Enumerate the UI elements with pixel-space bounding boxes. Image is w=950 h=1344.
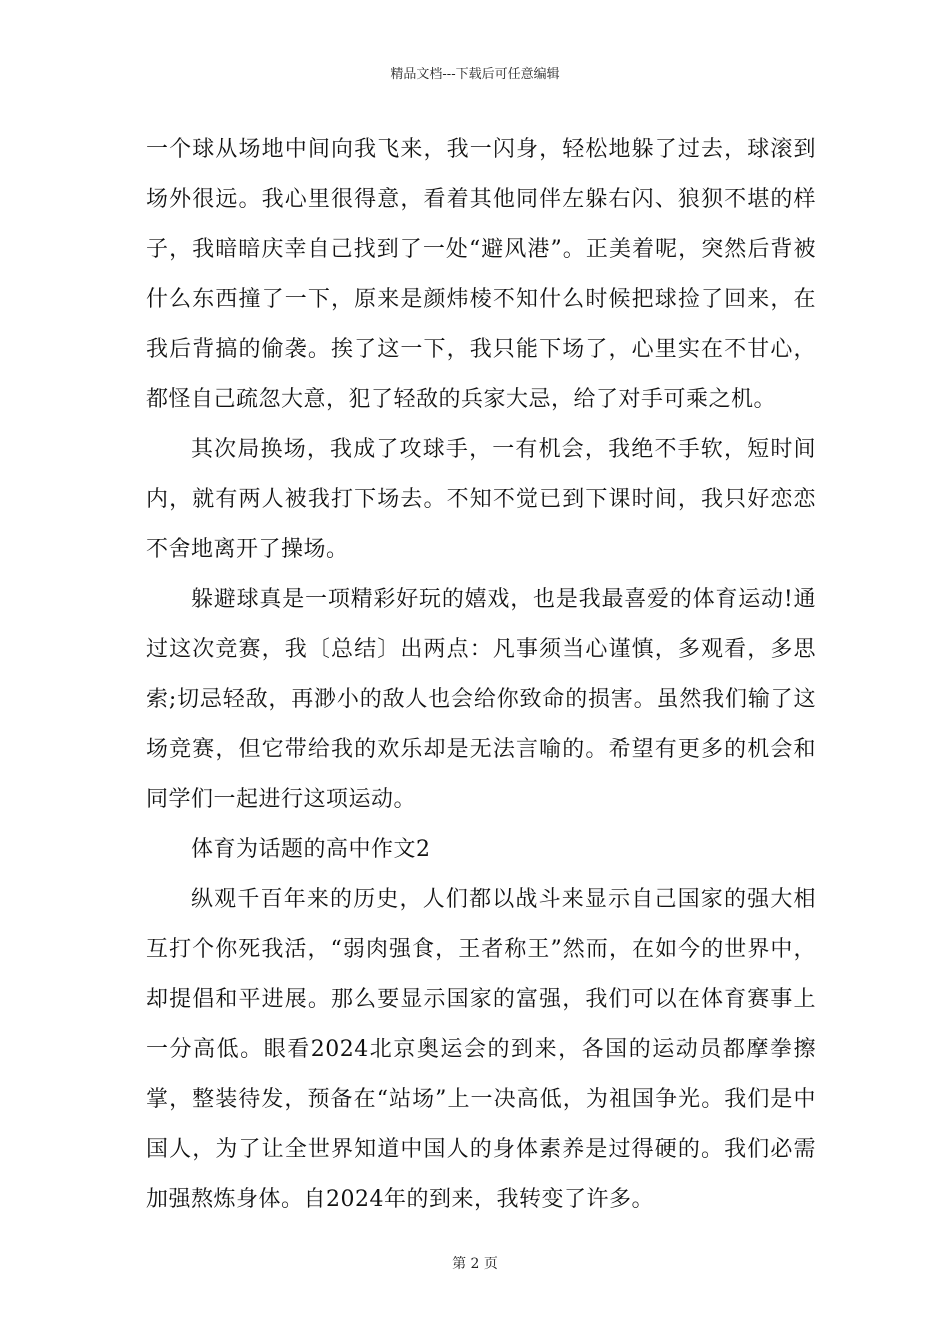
page-number: 第 2 页 <box>452 1256 498 1272</box>
paragraph-2: 其次局换场，我成了攻球手，一有机会，我绝不手软，短时间内，就有两人被我打下场去。不知不觉已到下课时间，我只好恋恋不舍地离开了操场。 <box>146 437 816 562</box>
paragraph-3: 躲避球真是一项精彩好玩的嬉戏，也是我最喜爱的体育运动!通过这次竞赛，我〔总结〕出两点：凡事须当心谨慎，多观看，多思索;切忌轻敌，再渺小的敌人也会给你致命的损害。虽然我们输了这场竞赛，但它带给我的欢乐却是无法言喻的。希望有更多的机会和同学们一起进行这项运动。 <box>146 587 816 812</box>
document-body <box>146 125 816 1225</box>
paragraph-4: 纵观千百年来的历史，人们都以战斗来显示自己国家的强大相互打个你死我活，“弱肉强食，王者称王”然而，在如今的世界中，却提倡和平进展。那么要显示国家的富强，我们可以在体育赛事上一分高低。眼看2024北京奥运会的到来，各国的运动员都摩拳擦掌，整装待发，预备在“站场”上一决高低，为祖国争光。我们是中国人，为了让全世界知道中国人的身体素养是过得硬的。我们必需加强熬炼身体。自2024年的到来，我转变了许多。 <box>146 887 816 1212</box>
section-heading: 体育为话题的高中作文2 <box>191 837 431 862</box>
page-header: 精品文档---下载后可任意编辑 <box>390 67 560 82</box>
paragraph-1: 一个球从场地中间向我飞来，我一闪身，轻松地躲了过去，球滚到场外很远。我心里很得意，看着其他同伴左躲右闪、狼狈不堪的样子，我暗暗庆幸自己找到了一处“避风港”。正美着呢，突然后背被什么东西撞了一下，原来是颜炜棱不知什么时候把球捡了回来，在我后背搞的偷袭。挨了这一下，我只能下场了，心里实在不甘心，都怪自己疏忽大意，犯了轻敌的兵家大忌，给了对手可乘之机。 <box>146 137 816 412</box>
